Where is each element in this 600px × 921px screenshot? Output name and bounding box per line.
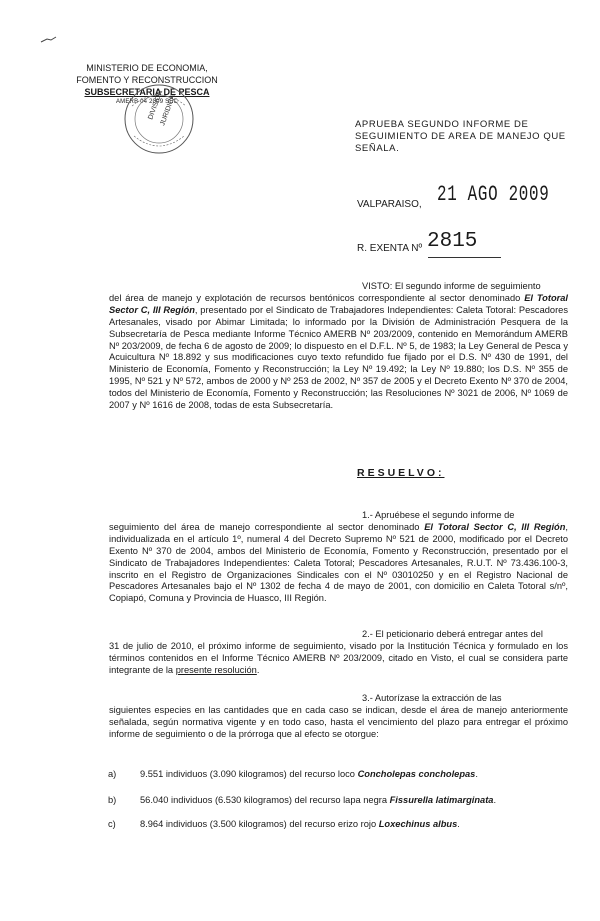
header-line-3: SUBSECRETARIA DE PESCA [84,87,210,97]
point-2-text-1: 31 de julio de 2010, el próximo informe de seguimiento, visado por la Institución Técnica y formulado en los términos contenidos en el Informe Técnico AMERB Nº 203/2009, citado en Visto, el cual se considera parte integrante de la [109,640,568,675]
species-item-b [108,795,496,805]
resolution-point-3 [109,693,568,741]
resolution-point-1 [109,510,568,605]
item-b-end: . [493,795,497,805]
resolution-underline [428,257,501,258]
point-1-sector: El Totoral Sector C, III Región [424,521,566,532]
point-1-text-1: seguimiento del área de manejo correspondiente al sector denominado [109,521,425,532]
point-1-text-2: , individualizada en el artículo 1º, numeral 4 del Decreto Supremo Nº 521 de 2000, modificado por el Decreto Exento Nº 370 de 2004, ambos del Ministerio de Economía, Fomento y Reconstrucción, presentado por el Sindicato de Trabajadores Independientes: Caleta Totoral; Pescadores Artesanales, R.U.T. Nº 73.436.100-3, inscrito en el Registro de Organizaciones Sindicales con el Nº 03010250 y en el Registro Nacional de Pescadores Artesanales bajo el Nº 1302 de fecha 4 de mayo de 2001, con domicilio en Caleta Totoral s/nº, Copiapó, Comuna y Provincia de Huasco, III Región. [109,521,569,604]
resolution-point-2 [109,629,568,677]
item-a-species: Concholepas concholepas [357,769,476,779]
item-c-species: Loxechinus albus [378,819,458,829]
item-b-species: Fissurella latimarginata [389,795,494,805]
point-3-lead: 3.- Autorízase la extracción de las [362,693,502,703]
point-2-lead: 2.- El peticionario deberá entregar antes del [362,629,543,639]
visto-sector: El Totoral Sector C, III Región [109,292,568,315]
stamp-line-2: JURIDICA [159,93,177,127]
place-label: VALPARAISO, [357,199,422,210]
visto-lead: VISTO: El segundo informe de seguimiento [362,281,541,291]
visto-text-1: del área de manejo y explotación de recursos bentónicos correspondiente al sector denominado [109,292,525,303]
item-a-text: 9.551 individuos (3.090 kilogramos) del recurso loco [140,769,358,779]
point-2-text-2: . [256,664,260,675]
item-a-letter: a) [108,769,117,779]
species-item-a [108,769,478,779]
stamp-line-1: DIVISION [147,89,165,121]
pen-mark [40,36,58,44]
point-2-underlined: presente resolución [175,664,257,675]
resolution-label: R. EXENTA Nº [357,243,423,254]
header-line-4: AMERB 04 2009 SEC [115,99,179,105]
resolution-number: 2815 [427,230,478,253]
item-c-letter: c) [108,819,116,829]
visto-paragraph [109,281,568,412]
point-1-lead: 1.- Apruébese el segundo informe de [362,510,515,520]
header-line-1: MINISTERIO DE ECONOMIA, [86,63,208,73]
item-c-text: 8.964 individuos (3.500 kilogramos) del recurso erizo rojo [140,819,379,829]
division-juridica-stamp [122,82,196,156]
date-stamp: 21 AGO 2009 [437,182,550,207]
item-c-end: . [457,819,460,829]
species-item-c [108,819,460,829]
point-3-text-1: siguientes especies en las cantidades que en cada caso se indican, desde el área de manejo anteriormente señalada, según normativa vigente y en todo caso, hasta el vencimiento del plazo para entregar el próximo informe de seguimiento o de la prórroga que al efecto se otorgue: [109,704,568,739]
visto-text-2: , presentado por el Sindicato de Trabajadores Independientes: Caleta Totoral: Pescadores Artesanales, visado por Abimar Limitada; lo informado por la División de Administración Pesquera de la Subsecretaría de Pesca mediante Informe Técnico AMERB Nº 203/2009, contenido en Memorándum AMERB Nº 203/2009, de fecha 6 de agosto de 2009; lo dispuesto en el D.F.L. Nº 5, de 1983; la Ley General de Pesca y Acuicultura Nº 18.892 y sus modificaciones cuyo texto refundido fue fijado por el D.S. Nº 430 de 1991, del Ministerio de Economía, Fomento y Reconstrucción; la Ley Nº 19.492; la Ley Nº 19.880; los D.S. Nº 355 de 1995, Nº 521 y Nº 572, ambos de 2000 y Nº 253 de 2002, Nº 357 de 2005 y el Decreto Exento Nº 370 de 2004, todos del Ministerio de Economía, Fomento y Reconstrucción; las Resoluciones Nº 3021 de 2006, Nº 1069 de 2007 y Nº 1616 de 2008, todas de esta Subsecretaría. [109,304,568,411]
item-b-letter: b) [108,795,117,805]
item-a-end: . [475,769,478,779]
resuelvo-heading: RESUELVO: [357,467,445,479]
item-b-text: 56.040 individuos (6.530 kilogramos) del recurso lapa negra [140,795,390,805]
subject-text: APRUEBA SEGUNDO INFORME DE SEGUIMIENTO DE AREA DE MANEJO QUE SEÑALA. [355,119,566,154]
header-line-2: FOMENTO Y RECONSTRUCCION [76,75,218,85]
